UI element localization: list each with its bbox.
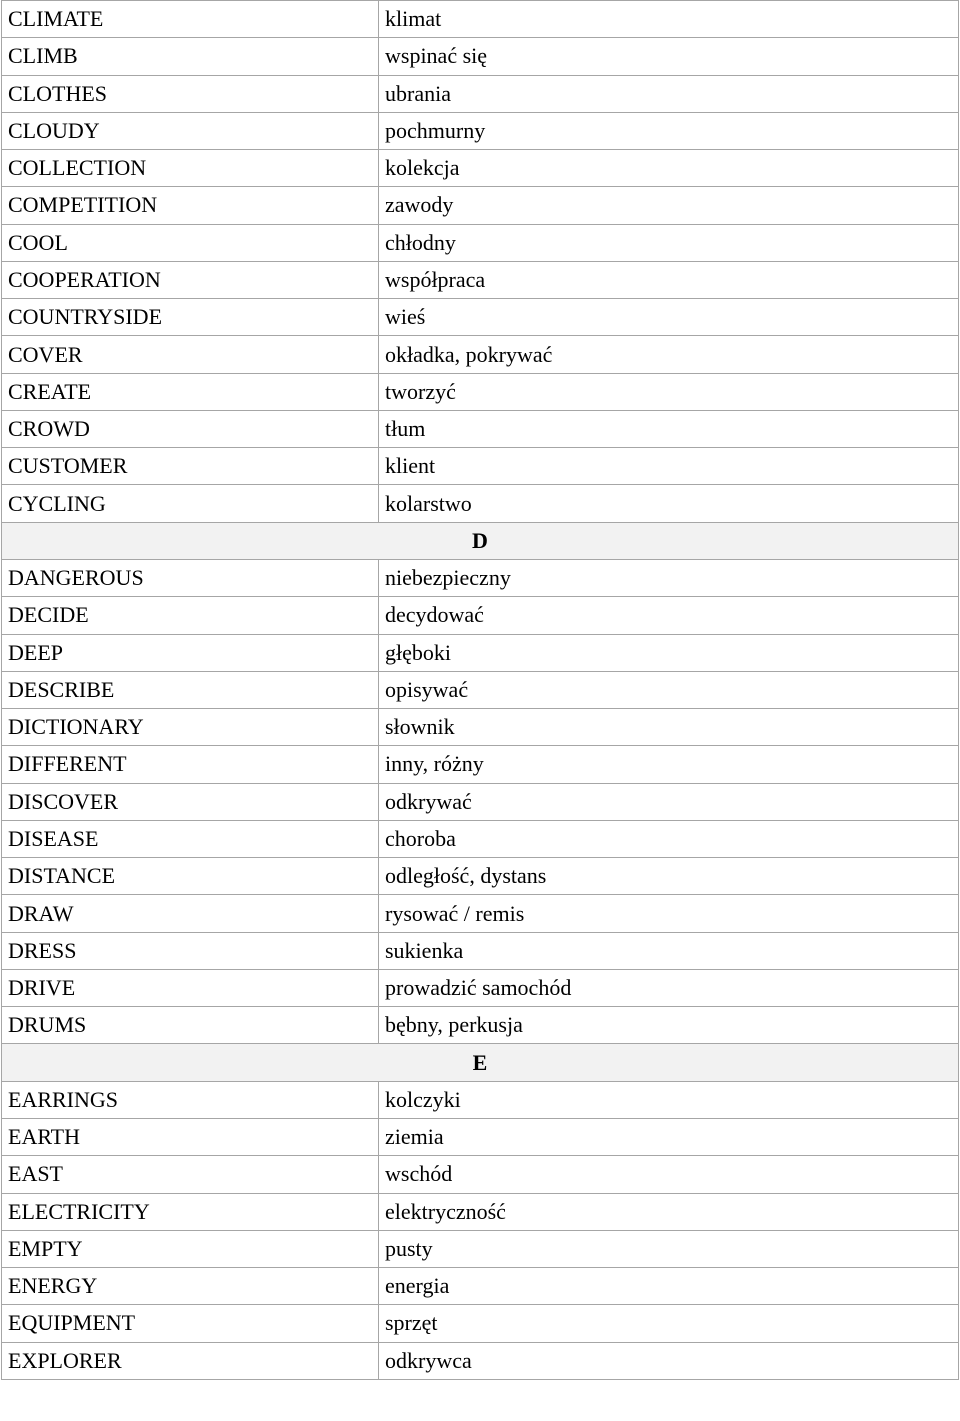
- polish-translation: wschód: [379, 1156, 959, 1193]
- polish-translation: sukienka: [379, 932, 959, 969]
- section-letter: E: [2, 1044, 959, 1081]
- polish-translation: zawody: [379, 187, 959, 224]
- table-row: [2, 895, 959, 932]
- english-word: EAST: [2, 1156, 379, 1193]
- english-word: ELECTRICITY: [2, 1193, 379, 1230]
- polish-translation: sprzęt: [379, 1305, 959, 1342]
- table-row: [2, 1268, 959, 1305]
- table-row: [2, 448, 959, 485]
- polish-translation: wieś: [379, 299, 959, 336]
- table-row: [2, 261, 959, 298]
- polish-translation: choroba: [379, 820, 959, 857]
- table-row: [2, 820, 959, 857]
- english-word: DICTIONARY: [2, 709, 379, 746]
- polish-translation: tworzyć: [379, 373, 959, 410]
- table-row: [2, 75, 959, 112]
- english-word: CYCLING: [2, 485, 379, 522]
- polish-translation: energia: [379, 1268, 959, 1305]
- english-word: DECIDE: [2, 597, 379, 634]
- table-row: [2, 336, 959, 373]
- table-row: [2, 783, 959, 820]
- english-word: CUSTOMER: [2, 448, 379, 485]
- english-word: ENERGY: [2, 1268, 379, 1305]
- english-word: COOL: [2, 224, 379, 261]
- english-word: DIFFERENT: [2, 746, 379, 783]
- table-row: [2, 187, 959, 224]
- english-word: DRUMS: [2, 1007, 379, 1044]
- english-word: CLOUDY: [2, 112, 379, 149]
- polish-translation: kolczyki: [379, 1081, 959, 1118]
- english-word: DISEASE: [2, 820, 379, 857]
- table-row: [2, 969, 959, 1006]
- section-header-row: [2, 522, 959, 559]
- english-word: DRAW: [2, 895, 379, 932]
- polish-translation: współpraca: [379, 261, 959, 298]
- table-row: [2, 373, 959, 410]
- english-word: DEEP: [2, 634, 379, 671]
- table-row: [2, 485, 959, 522]
- english-word: CLIMB: [2, 38, 379, 75]
- table-row: [2, 1, 959, 38]
- english-word: EXPLORER: [2, 1342, 379, 1379]
- english-word: COMPETITION: [2, 187, 379, 224]
- polish-translation: odległość, dystans: [379, 858, 959, 895]
- polish-translation: elektryczność: [379, 1193, 959, 1230]
- polish-translation: bębny, perkusja: [379, 1007, 959, 1044]
- table-row: [2, 597, 959, 634]
- english-word: COVER: [2, 336, 379, 373]
- polish-translation: pusty: [379, 1230, 959, 1267]
- polish-translation: odkrywać: [379, 783, 959, 820]
- table-row: [2, 112, 959, 149]
- english-word: CREATE: [2, 373, 379, 410]
- table-row: [2, 746, 959, 783]
- table-row: [2, 224, 959, 261]
- polish-translation: okładka, pokrywać: [379, 336, 959, 373]
- polish-translation: niebezpieczny: [379, 559, 959, 596]
- english-word: EARRINGS: [2, 1081, 379, 1118]
- polish-translation: klimat: [379, 1, 959, 38]
- polish-translation: tłum: [379, 410, 959, 447]
- english-word: DRIVE: [2, 969, 379, 1006]
- table-row: [2, 299, 959, 336]
- table-row: [2, 634, 959, 671]
- english-word: COUNTRYSIDE: [2, 299, 379, 336]
- table-row: [2, 1193, 959, 1230]
- english-word: COOPERATION: [2, 261, 379, 298]
- table-row: [2, 709, 959, 746]
- polish-translation: inny, różny: [379, 746, 959, 783]
- polish-translation: odkrywca: [379, 1342, 959, 1379]
- table-row: [2, 1007, 959, 1044]
- polish-translation: wspinać się: [379, 38, 959, 75]
- table-row: [2, 410, 959, 447]
- english-word: EARTH: [2, 1118, 379, 1155]
- polish-translation: ziemia: [379, 1118, 959, 1155]
- vocabulary-table-body: [2, 1, 959, 1380]
- section-header-row: [2, 1044, 959, 1081]
- english-word: DESCRIBE: [2, 671, 379, 708]
- polish-translation: prowadzić samochód: [379, 969, 959, 1006]
- polish-translation: klient: [379, 448, 959, 485]
- table-row: [2, 671, 959, 708]
- english-word: DANGEROUS: [2, 559, 379, 596]
- polish-translation: pochmurny: [379, 112, 959, 149]
- polish-translation: słownik: [379, 709, 959, 746]
- english-word: EQUIPMENT: [2, 1305, 379, 1342]
- english-word: DISCOVER: [2, 783, 379, 820]
- polish-translation: rysować / remis: [379, 895, 959, 932]
- polish-translation: głęboki: [379, 634, 959, 671]
- table-row: [2, 1342, 959, 1379]
- table-row: [2, 1156, 959, 1193]
- english-word: COLLECTION: [2, 150, 379, 187]
- table-row: [2, 38, 959, 75]
- english-word: CLOTHES: [2, 75, 379, 112]
- polish-translation: chłodny: [379, 224, 959, 261]
- english-word: EMPTY: [2, 1230, 379, 1267]
- english-word: DISTANCE: [2, 858, 379, 895]
- polish-translation: kolarstwo: [379, 485, 959, 522]
- vocabulary-table: [1, 0, 959, 1380]
- table-row: [2, 858, 959, 895]
- table-row: [2, 150, 959, 187]
- table-row: [2, 932, 959, 969]
- polish-translation: kolekcja: [379, 150, 959, 187]
- english-word: CROWD: [2, 410, 379, 447]
- english-word: DRESS: [2, 932, 379, 969]
- table-row: [2, 1230, 959, 1267]
- polish-translation: decydować: [379, 597, 959, 634]
- table-row: [2, 1305, 959, 1342]
- table-row: [2, 559, 959, 596]
- table-row: [2, 1081, 959, 1118]
- english-word: CLIMATE: [2, 1, 379, 38]
- polish-translation: opisywać: [379, 671, 959, 708]
- section-letter: D: [2, 522, 959, 559]
- table-row: [2, 1118, 959, 1155]
- polish-translation: ubrania: [379, 75, 959, 112]
